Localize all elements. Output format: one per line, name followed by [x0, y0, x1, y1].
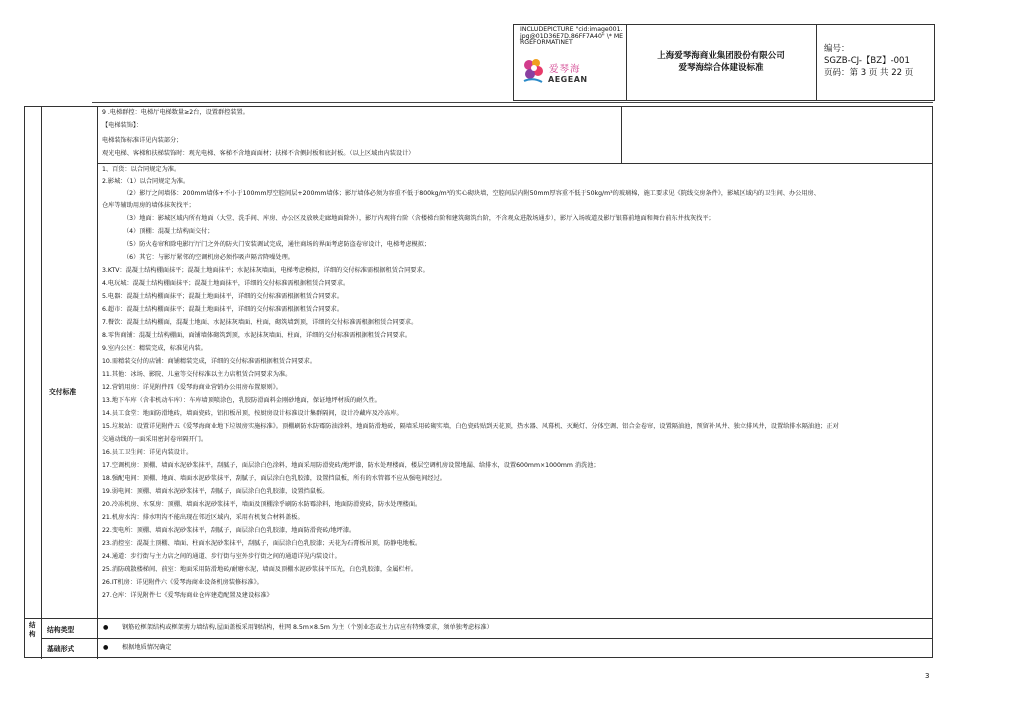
- delivery-line: 13.地下车库（含非机动车库）：车库墙顶喷涂色，乳胶防滑面料金刚砂地面，保证地坪材质的耐久性。: [102, 397, 381, 404]
- doc-code-label: 编号：: [824, 44, 850, 54]
- page-number: 3: [925, 672, 930, 680]
- delivery-line: 2.影城：（1）以合同规定为准。: [102, 178, 190, 185]
- aegean-logo-icon: [520, 57, 546, 85]
- delivery-line: 6.超市：混凝土结构棚面抹平；混凝土地面抹平，详细的交付标准需根据租赁合同要求。: [102, 306, 344, 313]
- header-divider: [92, 102, 933, 103]
- doc-code-value: SGZB-CJ-【BZ】-001: [824, 56, 910, 66]
- delivery-line: 18.强配电间：顶棚、地面、墙面水泥砂浆抹平，刮腻子，面层涂白色乳胶漆，设置挡鼠板，所有的水管都不应从强电间经过。: [102, 475, 446, 482]
- delivery-line: 25.消防疏散楼梯间、前室：地面采用防滑地砖/耐磨水泥，墙面及顶棚水泥砂浆抹平压光，白色乳胶漆，金属栏杆。: [102, 566, 418, 573]
- foundation-text: 根据地质情况确定: [122, 644, 172, 651]
- standards-table: [24, 106, 933, 658]
- structure-type-text: 钢筋砼框架结构或框架剪力墙结构,屋面盖板采用钢结构，柱网 8.5m×8.5m 为主（个别业态或主力店应有特殊要求，须单独考虑标准）: [122, 624, 493, 631]
- delivery-line: 5.电器：混凝土结构棚面抹平；混凝土地面抹平，详细的交付标准需根据租赁合同要求。: [102, 293, 344, 300]
- delivery-line: （4）顶棚：混凝土结构面交付；: [123, 228, 214, 235]
- page-info: 页码：第 3 页 共 22 页: [824, 68, 914, 78]
- logo-english-text: AEGEAN: [548, 75, 588, 84]
- structure-type-label: 结构类型: [47, 626, 75, 634]
- delivery-line: 8.零售商铺：混凝土结构棚面，面铺墙体砌筑到顶，水泥抹灰墙面、柱面，详细的交付标准需根据租赁合同要求。: [102, 332, 412, 339]
- delivery-line: （6）其它：与影厅紧邻的空调机房必须作吸声隔音降噪处理。: [123, 254, 294, 261]
- delivery-line: （5）防火卷帘和除电影厅厅门之外的防火门安装调试完成，通往商场的界面考虑防盗卷帘设计，电梯考虑模拟；: [123, 241, 431, 248]
- delivery-line: 9.室内公区：精装完成，标准见内装。: [102, 345, 207, 352]
- field-code-text: INCLUDEPICTURE "cid:image001.jpg@01D36E7D.86FF7A40" \* MERGEFORMATINET: [520, 26, 624, 47]
- meta-cell: [816, 25, 934, 100]
- delivery-line: 19.弱电间：顶棚、墙面水泥砂浆抹平，刮腻子，面层涂白色乳胶漆，设置挡鼠板。: [102, 488, 329, 495]
- delivery-line: 1、百货：以合同规定为准。: [102, 166, 181, 173]
- delivery-line: 20.冷冻机房、水泵房：顶棚、墙面水泥砂浆抹平，墙面及顶棚涂乎刷防水防霉涂料，地面防滑瓷砖，防水处理楼面。: [102, 501, 422, 508]
- delivery-line: 10.需精装交付的店铺：商铺精装完成，详细的交付标准需根据租赁合同要求。: [102, 358, 317, 365]
- delivery-line: 27.仓库：详见附件七《爱琴海商业仓库建造配置及建设标准》: [102, 592, 273, 599]
- delivery-line: 15.垃圾站：设置详见附件五《爱琴海商业地下垃圾房实施标准》。顶棚刷防水防霉防油涂料，地面防滑地砖，隔墙采用砖砌实墙，白色瓷砖贴到天花顶，热水器、风幕机、灭蝇灯、分体空调、铝合金卷帘，设置隔油池，预留补风井、独立排风井，设置给排水隔油池；正对: [102, 423, 839, 430]
- delivery-line: 23.消控室：混凝土顶棚、墙面、柱面水泥砂浆抹平，刮腻子，面层涂白色乳胶漆；天花为石膏板吊顶，防静电地板。: [102, 540, 422, 547]
- delivery-line: 仓库等辅助用房的墙体抹灰找平；: [102, 202, 195, 209]
- delivery-standard-label: 交付标准: [49, 388, 77, 396]
- delivery-line: 7.餐饮：混凝土结构棚面，混凝土地面、水泥抹灰墙面、柱面，砌筑墙到顶，详细的交付标准需根据租赁合同要求。: [102, 319, 418, 326]
- delivery-line: 4.电玩城：混凝土结构棚面抹平；混凝土地面抹平，详细的交付标准需根据租赁合同要求。: [102, 280, 350, 287]
- delivery-line: 3.KTV：混凝土结构棚面抹平；混凝土地面抹平；水泥抹灰墙面，电梯考虑模拟，详细的交付标准需根据租赁合同要求。: [102, 267, 429, 274]
- logo-cell: [514, 25, 627, 100]
- delivery-line: 17.空调机房：顶棚、墙面水泥砂浆抹平，刮腻子，面层涂白色涂料，地面采用防滑瓷砖/地坪漆，防水处理楼面，楼层空调机房设置地漏、给排水，设置600mm×1000mm 消洗池；: [102, 462, 600, 469]
- foundation-bullet: ●: [103, 644, 109, 651]
- delivery-line: 16.员工卫生间：详见内装设计。: [102, 449, 193, 456]
- elevator-group-line: 9 .电梯群控：电梯厅电梯数量≥2台，设置群控装置。: [102, 109, 249, 116]
- delivery-line: 26.IT机房：详见附件六《爱琴海商业设备机房装修标准》。: [102, 579, 263, 586]
- company-name: 上海爱琴海商业集团股份有限公司: [657, 51, 785, 61]
- delivery-line: 22.变电所：顶棚、墙面水泥砂浆抹平，刮腻子，面层涂白色乳胶漆，地面防滑瓷砖/地坪漆。: [102, 527, 356, 534]
- logo-chinese-text: 爱琴海: [549, 64, 581, 75]
- delivery-line: 12.营销用房：详见附件四《爱琴海商业营销办公用房布置原则》。: [102, 384, 282, 391]
- delivery-line: 21.机房水沟：排水明沟不能出现在邻近区域内，采用有机复合材料盖板。: [102, 514, 304, 521]
- delivery-line: 14.员工食堂：地面防滑地砖，墙面瓷砖，铝扣板吊顶，按厨房设计标准设计集群隔间，设计冷藏库及冷冻库。: [102, 410, 403, 417]
- standard-title: 爱琴海综合体建设标准: [678, 63, 764, 73]
- elevator-decoration-line: 电梯装饰标准详见内装部分；: [102, 137, 183, 144]
- document-header: [513, 24, 935, 101]
- delivery-line: （2）影厅之间墙体：200mm墙体+不小于100mm厚空腔间层+200mm墙体；影厅墙体必须为容重不低于800kg/m³的实心砌块墙，空腔间层内附50mm厚容重不低于50kg/m³的玻璃棉，施工要求见《院线交房条件》，影城区域内的卫生间、办公用房、: [123, 190, 820, 197]
- delivery-line: 24.通道：步行街与主力店之间的通道、步行街与室外步行街之间的通道详见内装设计。: [102, 553, 341, 560]
- delivery-line: 11.其他：冰场、影院、儿童等交付标准以主力店租赁合同要求为准。: [102, 371, 292, 378]
- elevator-material-line: 观光电梯、客梯和扶梯装饰时：观光电梯、客梯不含地面面材；扶梯不含侧封板和底封板。（以上区域由内装设计）: [102, 150, 415, 157]
- title-cell: [626, 25, 817, 100]
- structure-type-bullet: ●: [103, 624, 109, 631]
- delivery-line: （3）地面：影城区域内所有地面（大堂、洗手间、库房、办公区及放映走廊地面除外），影厅内观将台阶（含楼梯台阶和建筑砌筑台阶，不含观众进散场通步），影厅入场坡道及影厅银幕前地面和舞台前东井找灰找平；: [123, 215, 715, 222]
- foundation-type-label: 基础形式: [47, 645, 75, 653]
- structure-side-label: 结构: [29, 621, 36, 638]
- elevator-decoration-heading: 【电梯装饰】：: [102, 122, 143, 129]
- delivery-line: 交通动线的一面采用密封卷帘隔开门。: [102, 436, 208, 443]
